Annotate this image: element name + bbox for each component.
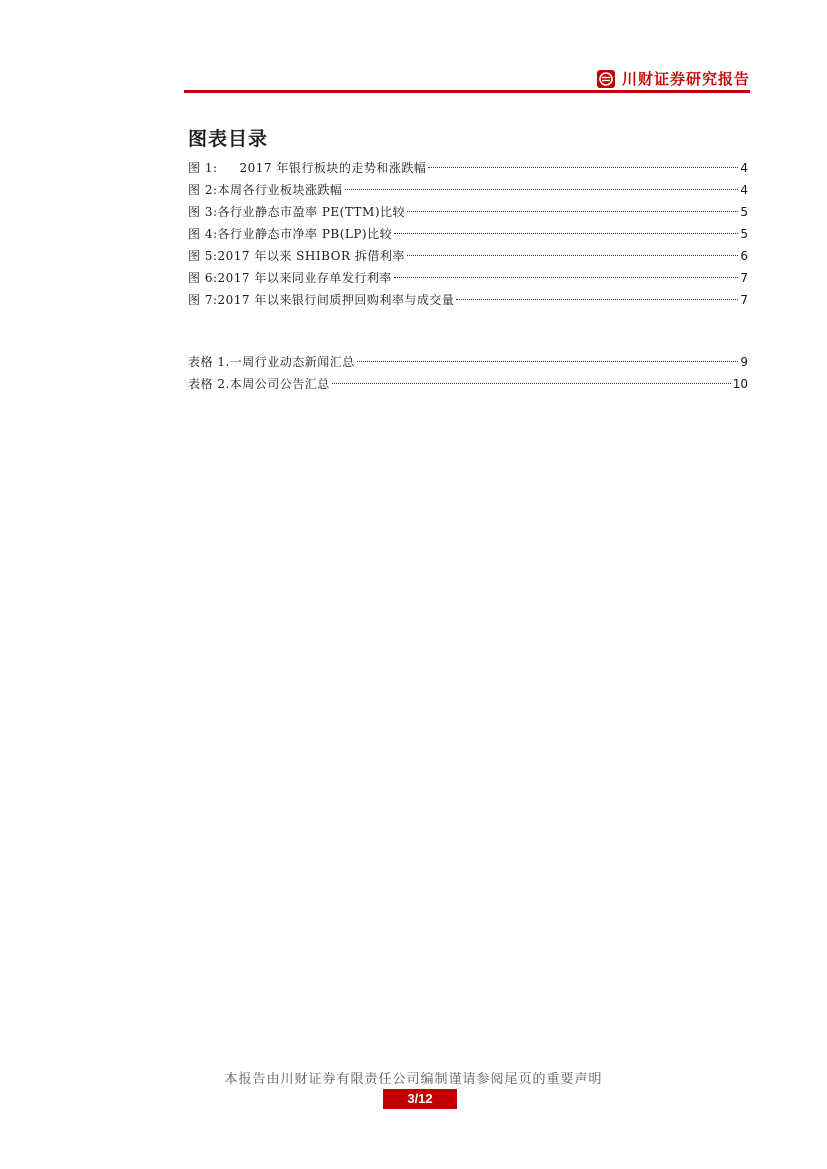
toc-entry-label: 图 7: — [188, 293, 218, 307]
toc-entry-figure-2[interactable] — [188, 179, 748, 201]
dot-leader — [345, 189, 739, 190]
toc-entry-title: 2017 年以来 SHIBOR 拆借利率 — [217, 249, 405, 263]
header-rule — [184, 90, 750, 93]
dot-leader — [456, 299, 738, 300]
toc-entry-label: 图 3: — [188, 205, 218, 219]
dot-leader — [394, 277, 739, 278]
toc-entry-figure-7[interactable] — [188, 289, 748, 311]
toc-title: 图表目录 — [188, 128, 269, 150]
toc-entry-label: 图 4: — [188, 227, 218, 241]
toc-entry-page: 5 — [740, 205, 748, 219]
dot-leader — [357, 361, 739, 362]
toc-entry-figure-3[interactable] — [188, 201, 748, 223]
toc-entry-page: 5 — [740, 227, 748, 241]
toc-entry-figure-6[interactable] — [188, 267, 748, 289]
footer-disclaimer: 本报告由川财证券有限责任公司编制谨请参阅尾页的重要声明 — [224, 1072, 603, 1087]
toc-entry-title: 本周公司公告汇总 — [229, 377, 330, 391]
toc-entry-page: 9 — [740, 355, 748, 369]
toc-entry-page: 6 — [740, 249, 748, 263]
chuancai-logo-icon — [596, 69, 616, 89]
toc-entry-label: 图 1: — [188, 161, 218, 175]
table-toc-list — [188, 351, 748, 395]
dot-leader — [332, 383, 731, 384]
toc-entry-figure-5[interactable] — [188, 245, 748, 267]
dot-leader — [394, 233, 738, 234]
toc-entry-page: 7 — [740, 271, 748, 285]
toc-entry-label: 图 6: — [188, 271, 218, 285]
toc-entry-page: 4 — [740, 161, 748, 175]
toc-entry-page: 4 — [740, 183, 748, 197]
toc-entry-label: 表格 1. — [188, 355, 230, 369]
toc-entry-label: 图 5: — [188, 249, 218, 263]
header-brand — [596, 68, 750, 89]
toc-entry-page: 10 — [732, 377, 748, 391]
toc-entry-table-1[interactable] — [188, 351, 748, 373]
toc-entry-label: 表格 2. — [188, 377, 230, 391]
toc-entry-page: 7 — [740, 293, 748, 307]
figure-toc-list — [188, 157, 748, 311]
toc-entry-table-2[interactable] — [188, 373, 748, 395]
toc-entry-title: 各行业静态市净率 PB(LP)比较 — [217, 227, 393, 241]
toc-entry-title: 各行业静态市盈率 PE(TTM)比较 — [217, 205, 406, 219]
toc-entry-title: 本周各行业板块涨跌幅 — [217, 183, 343, 197]
toc-entry-figure-4[interactable] — [188, 223, 748, 245]
toc-entry-title: 一周行业动态新闻汇总 — [229, 355, 355, 369]
toc-entry-label: 图 2: — [188, 183, 218, 197]
page-number-badge: 3/12 — [383, 1089, 457, 1109]
toc-entry-figure-1[interactable] — [188, 157, 748, 179]
dot-leader — [428, 167, 738, 168]
dot-leader — [407, 255, 739, 256]
toc-entry-title: 2017 年银行板块的走势和涨跌幅 — [239, 161, 427, 175]
dot-leader — [407, 211, 738, 212]
toc-entry-title: 2017 年以来银行间质押回购利率与成交量 — [217, 293, 455, 307]
brand-name: 川财证券研究报告 — [621, 70, 750, 88]
toc-entry-title: 2017 年以来同业存单发行利率 — [217, 271, 392, 285]
